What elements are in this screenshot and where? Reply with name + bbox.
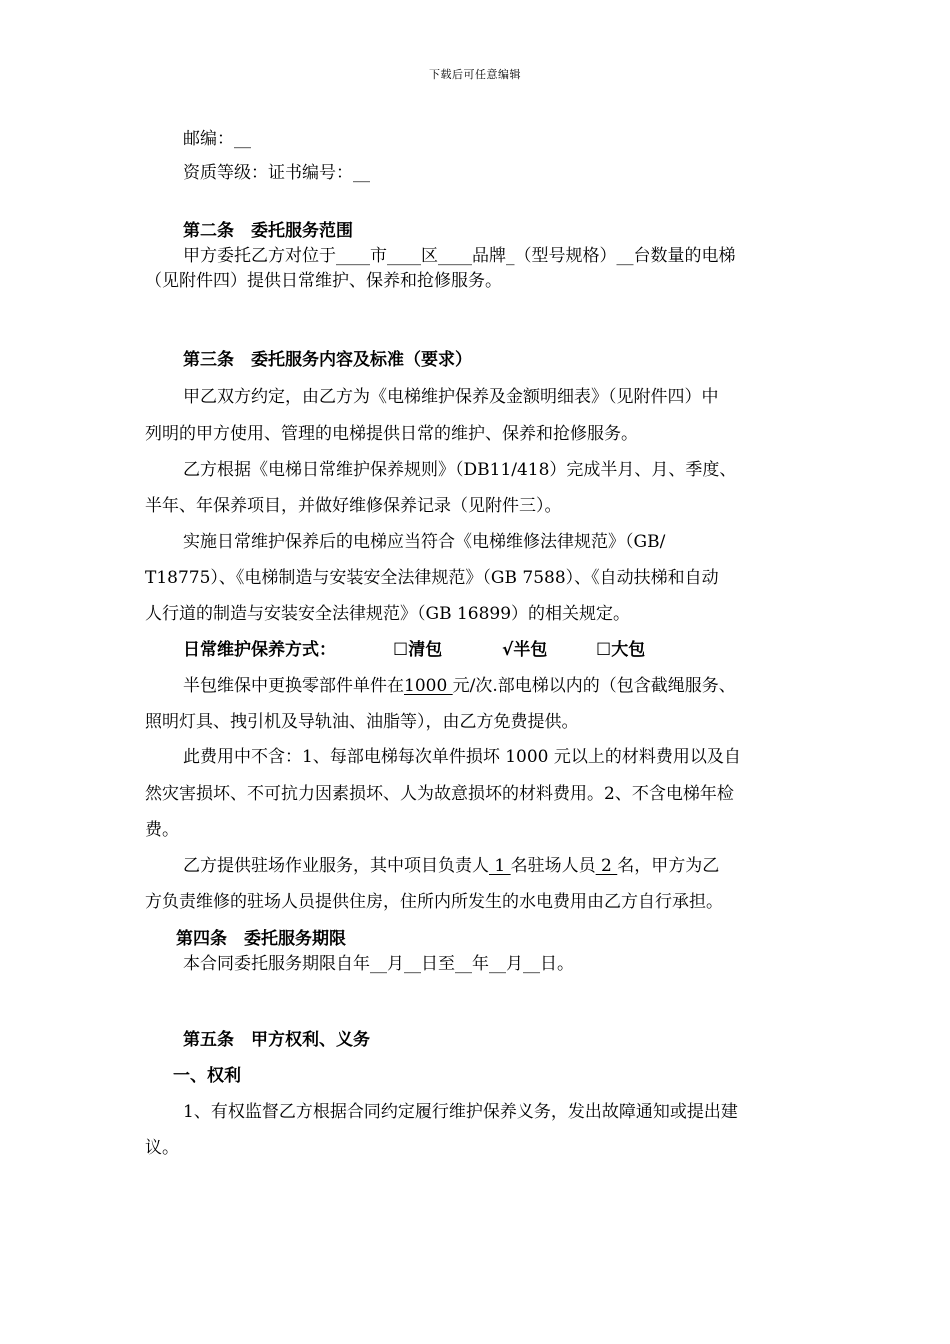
- half-service-amount: 1000: [404, 676, 453, 696]
- option-full-service-unchecked: ☐清包: [393, 640, 443, 660]
- article-4-paragraph: 本合同委托服务期限自年__月__日至__年__月__日。: [183, 954, 574, 974]
- article-2-paragraph-line-2: （见附件四）提供日常维护、保养和抢修服务。: [145, 271, 502, 291]
- maintenance-mode-label: 日常维护保养方式：: [183, 640, 336, 660]
- article-3-p2-line-1: 乙方根据《电梯日常维护保养规则》（DB11/418）完成半月、月、季度、: [183, 460, 737, 480]
- article-3-p3-line-1: 实施日常维护保养后的电梯应当符合《电梯维修法律规范》（GB/: [183, 532, 666, 552]
- exclusion-line-3: 费。: [145, 820, 179, 840]
- exclusion-line-1: 此费用中不含：1、每部电梯每次单件损坏 1000 元以上的材料费用以及自: [183, 747, 741, 767]
- half-service-text-pre: 半包维保中更换零部件单件在: [183, 676, 404, 696]
- option-half-service-checked: √半包: [502, 640, 548, 660]
- postcode-line: 邮编：__: [183, 129, 251, 149]
- rights-item-1-line-2: 议。: [145, 1138, 179, 1158]
- article-3-p1-line-2: 列明的甲方使用、管理的电梯提供日常的维护、保养和抢修服务。: [145, 424, 638, 444]
- rights-item-1-line-1: 1、有权监督乙方根据合同约定履行维护保养义务，发出故障通知或提出建: [183, 1102, 738, 1122]
- article-3-p3-line-2: T18775）、《电梯制造与安装安全法律规范》（GB 7588）、《自动扶梯和自动: [145, 568, 719, 588]
- half-service-text-post: 元/次.部电梯以内的（包含截绳服务、: [452, 676, 736, 696]
- project-leader-count: 1: [489, 856, 511, 876]
- half-service-line-1: [183, 675, 736, 697]
- half-service-line-2: 照明灯具、拽引机及导轨油、油脂等），由乙方免费提供。: [145, 712, 579, 732]
- article-5-title: 第五条 甲方权利、义务: [183, 1030, 370, 1050]
- onsite-staff-count: 2: [595, 856, 618, 876]
- article-3-p1-line-1: 甲乙双方约定，由乙方为《电梯维护保养及金额明细表》（见附件四）中: [183, 387, 719, 407]
- article-3-p2-line-2: 半年、年保养项目，并做好维修保养记录（见附件三）。: [145, 496, 562, 516]
- article-2-paragraph-line-1: 甲方委托乙方对位于____市____区____品牌_（型号规格）__台数量的电梯: [183, 246, 736, 266]
- staff-line-2: 方负责维修的驻场人员提供住房，住所内所发生的水电费用由乙方自行承担。: [145, 892, 723, 912]
- rights-section-title: 一、权利: [173, 1066, 241, 1086]
- article-2-title: 第二条 委托服务范围: [183, 221, 353, 241]
- staff-text-post: 名，甲方为乙: [617, 856, 720, 876]
- staff-text-pre: 乙方提供驻场作业服务，其中项目负责人: [183, 856, 489, 876]
- exclusion-line-2: 然灾害损坏、不可抗力因素损坏、人为故意损坏的材料费用。2、不含电梯年检: [145, 784, 734, 804]
- page-header: 下载后可任意编辑: [429, 68, 521, 81]
- qualification-line: 资质等级：证书编号：__: [183, 163, 370, 183]
- staff-line-1: [183, 855, 719, 877]
- article-4-title: 第四条 委托服务期限: [176, 929, 346, 949]
- option-large-service-unchecked: ☐大包: [596, 640, 646, 660]
- staff-text-mid: 名驻场人员: [510, 856, 596, 876]
- article-3-title: 第三条 委托服务内容及标准（要求）: [183, 350, 472, 370]
- article-3-p3-line-3: 人行道的制造与安装安全法律规范》（GB 16899）的相关规定。: [145, 604, 631, 624]
